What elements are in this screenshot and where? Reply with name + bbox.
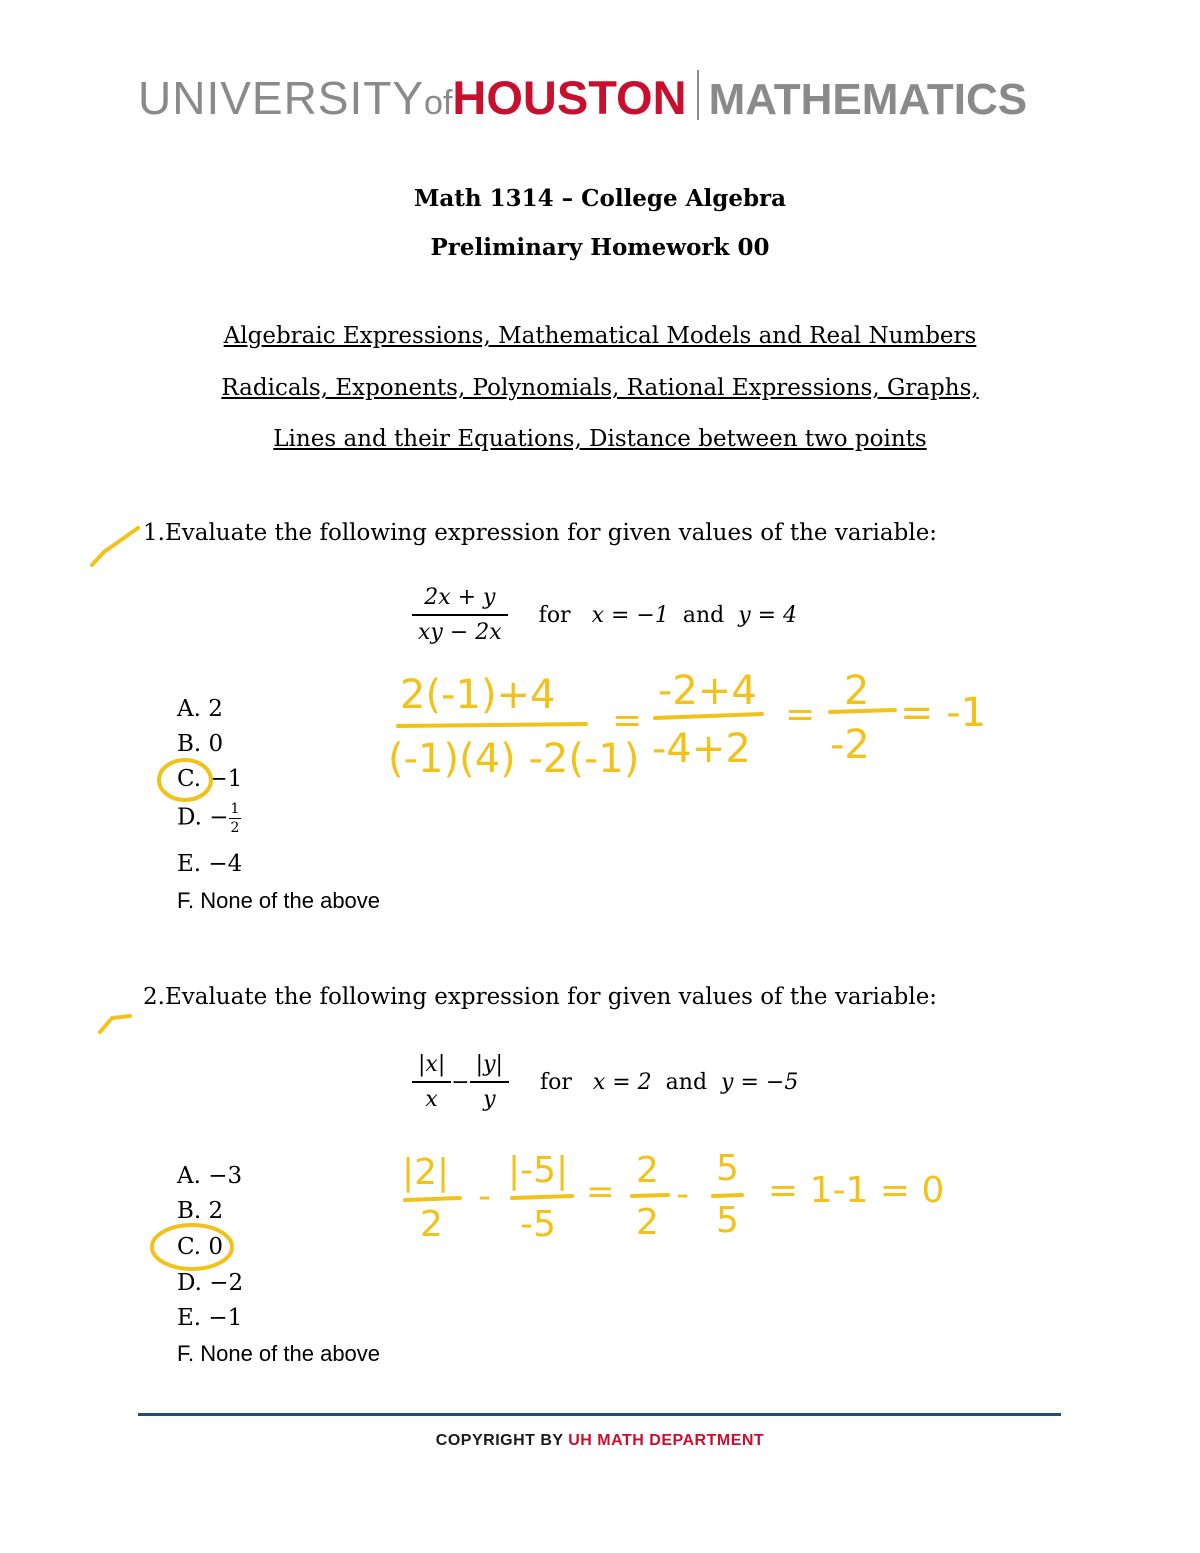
q1-for: for [538,602,571,628]
q2-option-e[interactable]: E. −1 [177,1305,243,1331]
q1-x-condition: x = −1 [591,602,669,628]
footer-copyright-prefix: COPYRIGHT BY [435,1432,569,1449]
q1-work-step3-den: -2 [830,722,870,768]
q1-work-bar-1 [398,724,586,726]
q2-work-bar-2 [512,1196,572,1198]
q2-option-b[interactable]: B. 2 [177,1198,224,1224]
q1-option-f-label: F. None of the above [177,888,381,913]
footer-copyright-org: UH MATH DEPARTMENT [568,1432,765,1449]
homework-title: Preliminary Homework 00 [430,234,770,261]
q1-work-numerator: 2(-1)+4 [400,672,556,718]
q1-work-step2-num: -2+4 [658,668,757,714]
logo-university: UNIVERSITY [138,72,425,124]
q2-answer-circle [152,1225,232,1269]
q1-y-condition: y = 4 [738,602,798,628]
q2-option-a[interactable]: A. −3 [177,1163,243,1189]
q1-work-result: = -1 [900,690,987,736]
q2-denominator-y: y [483,1087,496,1112]
topic-line-2: Radicals, Exponents, Polynomials, Rational Expressions, Graphs, [221,375,979,401]
q1-option-d-den: 2 [230,820,240,836]
q1-work-step3-num: 2 [844,668,870,714]
q1-work-step2-den: -4+2 [652,726,751,772]
q1-work-denominator: (-1)(4) -2(-1) [388,736,640,782]
q2-y-condition: y = −5 [721,1069,799,1095]
course-title: Math 1314 – College Algebra [413,185,787,212]
q2-work-num-4: 5 [716,1148,739,1189]
logo-houston: HOUSTON [452,71,687,124]
q2-numerator-y: |y| [470,1052,509,1083]
q2-and: and [665,1069,708,1095]
logo-of: of [424,84,453,122]
footer-rule [138,1413,1061,1416]
q1-option-d-num: 1 [230,801,240,817]
q1-option-c[interactable]: C. −1 [177,766,243,792]
q1-denominator: xy − 2x [418,620,502,645]
logo-mathematics: MATHEMATICS [708,75,1028,124]
q2-option-f-label: F. None of the above [177,1341,381,1366]
q2-work-den-4: 5 [716,1200,739,1241]
topic-line-1: Algebraic Expressions, Mathematical Models and Real Numbers [223,323,977,349]
footer-copyright [0,1432,1200,1450]
question-2-prompt: 2.Evaluate the following expression for given values of the variable: [143,984,938,1010]
q2-work-num-3: 2 [636,1150,659,1191]
q1-option-e[interactable]: E. −4 [177,851,243,877]
q2-option-d[interactable]: D. −2 [177,1270,244,1296]
q2-work-num-2: |-5| [508,1150,569,1191]
q2-numerator-x: |x| [412,1052,451,1083]
q2-work-minus-1: - [478,1176,491,1217]
q2-minus: − [451,1069,470,1095]
q2-checkmark-icon [100,1016,130,1032]
q1-option-a[interactable]: A. 2 [177,696,223,722]
q2-work-minus-2: - [676,1174,689,1215]
q1-numerator: 2x + y [412,585,508,616]
q2-x-condition: x = 2 [592,1069,652,1095]
q2-work-equals-1: = [586,1172,615,1212]
q1-work-bar-2 [655,714,762,718]
question-1-prompt: 1.Evaluate the following expression for given values of the variable: [143,520,938,546]
q2-work-bar-4 [713,1195,742,1196]
q2-work-bar-3 [632,1195,668,1196]
q1-and: and [682,602,725,628]
q2-option-c[interactable]: C. 0 [177,1234,224,1260]
q1-checkmark-icon [92,528,138,565]
q2-work-den-1: 2 [420,1204,443,1245]
q1-work-equals-2: = [785,694,816,735]
q1-option-d-label: D. − [177,804,229,831]
q2-work-num-1: |2| [402,1152,450,1193]
topic-line-3: Lines and their Equations, Distance between two points [273,426,927,452]
q2-for: for [539,1069,572,1095]
q1-option-b[interactable]: B. 0 [177,731,224,757]
q1-work-equals-1: = [612,700,643,741]
q2-work-den-3: 2 [636,1202,659,1243]
q2-work-den-2: -5 [520,1204,556,1245]
q2-work-result: = 1-1 = 0 [768,1170,945,1211]
q1-answer-circle [159,760,211,800]
q2-denominator-x: x [425,1087,438,1112]
q2-work-bar-1 [405,1198,460,1200]
